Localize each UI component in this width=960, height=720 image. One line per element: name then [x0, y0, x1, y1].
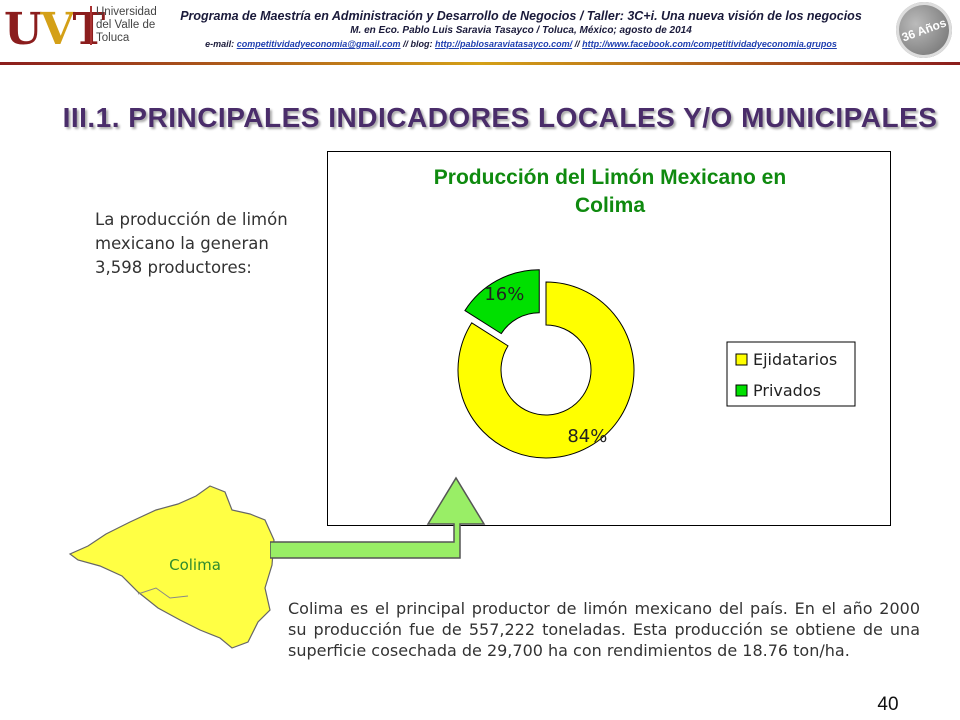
uvt-logo-mark: UVT [4, 4, 104, 55]
blog-label: // blog: [403, 39, 433, 49]
header-info [162, 8, 880, 51]
legend-swatch-ejidatarios [736, 354, 747, 365]
slide-title: III.1. PRINCIPALES INDICADORES LOCALES Y/O MUNICIPALES [62, 102, 938, 133]
author-line: M. en Eco. Pablo Luis Saravia Tasayco / Toluca, México; agosto de 2014 [350, 25, 692, 36]
university-logo [0, 0, 162, 62]
facebook-link[interactable]: http://www.facebook.com/competitividadyeconomia.grupos [582, 39, 837, 49]
page-number: 40 [877, 694, 899, 715]
description-text: Colima es el principal productor de limón mexicano del país. En el año 2000 su producción fue de 557,222 toneladas. Esta producción se obtiene de una superficie cosechada de 29,700 ha con rendimientos de 18.76 ton/ha. [288, 599, 920, 660]
program-line: Programa de Maestría en Administración y Desarrollo de Negocios / Taller: 3C+i. Una nueva visión de los negocios [180, 9, 862, 23]
pointer-arrow [270, 470, 490, 570]
legend-swatch-privados [736, 385, 747, 396]
chart-title-line1: Producción del Limón Mexicano en [433, 166, 787, 189]
email-label: e-mail: [205, 39, 235, 49]
colima-map [60, 470, 290, 660]
arrow-shape [270, 478, 484, 558]
slice-label-privados: 16% [484, 284, 525, 306]
legend-label-ejidatarios: Ejidatarios [753, 350, 838, 369]
colima-label: Colima [169, 556, 221, 574]
email-link[interactable]: competitividadyeconomia@gmail.com [236, 39, 401, 49]
anniversary-badge: 36 Años [888, 0, 960, 66]
chart-title-line2: Colima [574, 194, 646, 217]
facebook-separator: // [574, 39, 580, 49]
legend-label-privados: Privados [753, 381, 821, 400]
blog-link[interactable]: http://pablosaraviatasayco.com/ [435, 39, 573, 49]
contact-line [162, 38, 880, 51]
intro-text: La producción de limón mexicano la generan 3,598 productores: [95, 210, 288, 277]
university-name: Universidad del Valle de Toluca [90, 6, 166, 45]
slice-label-ejidatarios: 84% [567, 426, 608, 448]
header-divider [0, 62, 960, 65]
